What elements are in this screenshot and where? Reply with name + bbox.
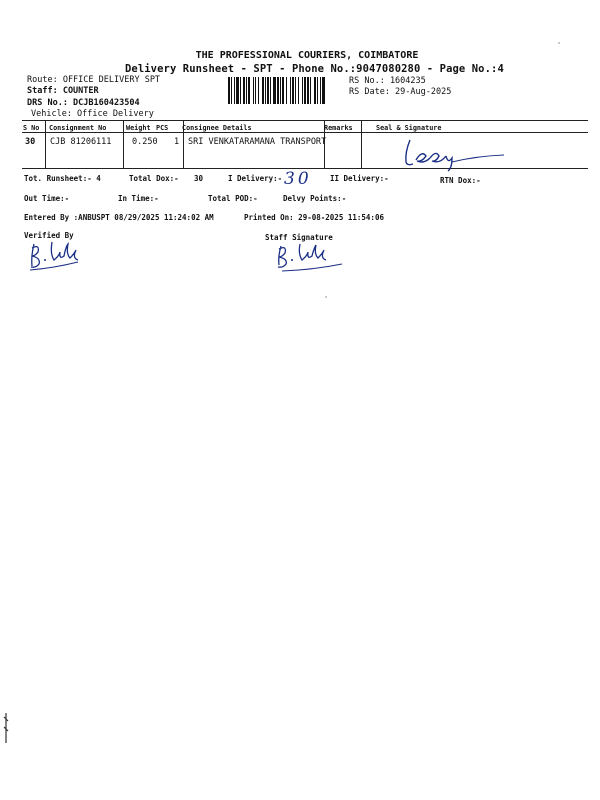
entered-by: Entered By :ANBUSPT 08/29/2025 11:24:02 AM bbox=[24, 213, 214, 222]
cell-pcs: 1 bbox=[174, 137, 180, 147]
table-header-border bbox=[22, 132, 588, 133]
company-name: THE PROFESSIONAL COURIERS, COIMBATORE bbox=[195, 50, 419, 61]
staff-info: Staff: COUNTER bbox=[27, 86, 99, 96]
table-col-divider bbox=[361, 120, 362, 168]
drs-number: DRS No.: DCJB160423504 bbox=[27, 98, 140, 108]
total-pod: Total POD:- bbox=[208, 194, 258, 203]
rtn-dox: RTN Dox:- bbox=[440, 176, 481, 185]
rs-date: RS Date: 29-Aug-2025 bbox=[349, 87, 452, 97]
in-time: In Time:- bbox=[118, 194, 159, 203]
route-info: Route: OFFICE DELIVERY SPT bbox=[27, 75, 161, 85]
scan-edge-mark bbox=[3, 713, 9, 743]
scan-speck bbox=[558, 42, 560, 44]
document-title: Delivery Runsheet - SPT - Phone No.:9047080280 - Page No.:4 bbox=[125, 63, 504, 75]
col-header-sno: S No bbox=[23, 124, 40, 132]
staff-signature bbox=[272, 240, 352, 274]
barcode bbox=[228, 77, 346, 104]
table-col-divider bbox=[45, 120, 46, 168]
verifier-signature bbox=[26, 238, 86, 274]
staff-signature-label: Staff Signature bbox=[265, 233, 333, 242]
table-col-divider bbox=[123, 120, 124, 168]
cell-consignment: CJB 81206111 bbox=[50, 137, 112, 147]
printed-on: Printed On: 29-08-2025 11:54:06 bbox=[244, 213, 384, 222]
i-delivery-value: 30 bbox=[284, 169, 312, 189]
i-delivery-label: I Delivery:- bbox=[228, 174, 283, 183]
rs-number: RS No.: 1604235 bbox=[349, 76, 426, 86]
cell-sno: 30 bbox=[25, 137, 36, 147]
cell-consignee: SRI VENKATARAMANA TRANSPORT bbox=[188, 137, 327, 147]
delvy-points: Delvy Points:- bbox=[283, 194, 347, 203]
out-time: Out Time:- bbox=[24, 194, 70, 203]
ii-delivery: II Delivery:- bbox=[330, 174, 389, 183]
vehicle-info: Vehicle: Office Delivery bbox=[31, 109, 154, 119]
total-runsheet: Tot. Runsheet:- 4 bbox=[24, 174, 101, 183]
col-header-seal: Seal & Signature bbox=[376, 124, 442, 132]
cell-weight: 0.250 bbox=[132, 137, 158, 147]
col-header-consignee: Consignee Details bbox=[182, 124, 252, 132]
total-dox-label: Total Dox:- bbox=[129, 174, 179, 183]
col-header-remarks: Remarks bbox=[324, 124, 353, 132]
col-header-weight: Weight bbox=[126, 124, 151, 132]
total-dox-value: 30 bbox=[194, 174, 204, 183]
col-header-consignment: Consignment No bbox=[49, 124, 107, 132]
verified-by-label: Verified By bbox=[24, 231, 74, 240]
col-header-pcs: PCS bbox=[156, 124, 169, 132]
consignee-signature bbox=[392, 134, 510, 172]
scan-speck bbox=[325, 296, 327, 298]
table-top-border bbox=[22, 120, 588, 121]
